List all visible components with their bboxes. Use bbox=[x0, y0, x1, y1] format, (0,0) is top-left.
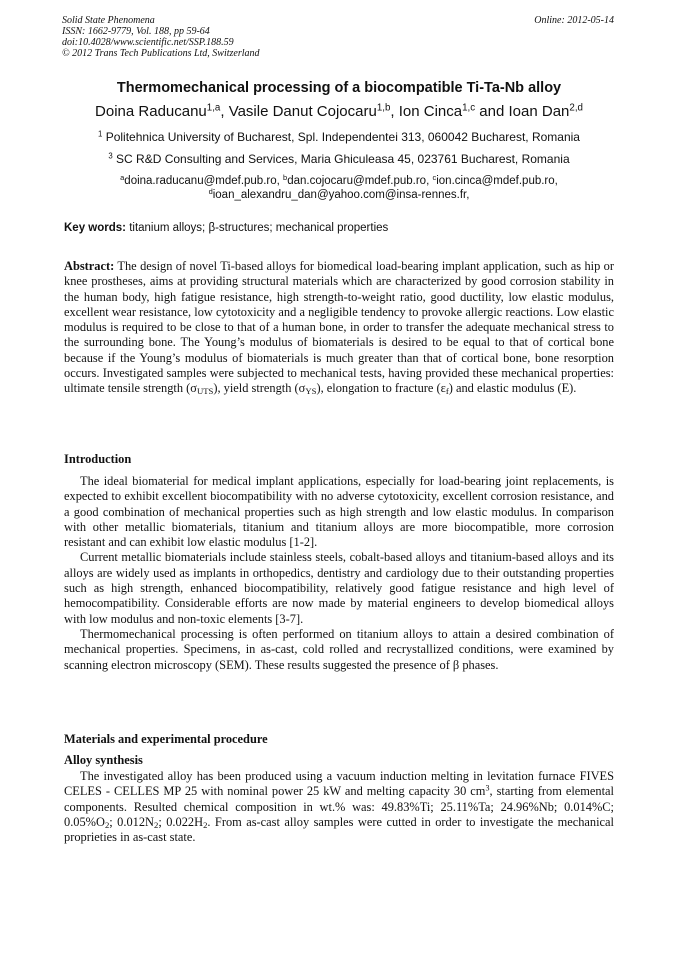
paper-title: Thermomechanical processing of a biocompatible Ti-Ta-Nb alloy bbox=[116, 80, 562, 96]
affiliation-2 bbox=[0, 152, 678, 166]
paragraph: The ideal biomaterial for medical implant applications, especially for load-bearing joint replacements, is expected to exhibit excellent biocompatibility with no adverse cytotoxicity, excellent corrosion resistance, and a good combination of mechanical properties such as high strength and low elastic modulus. In comparison with other metallic biomaterials, titanium and titanium alloys are more biocompatible, more corrosion resistant and can exhibit low elastic modulus [1-2]. bbox=[64, 474, 614, 550]
subscript: YS bbox=[305, 386, 317, 397]
author-affil-mark: 1,a bbox=[206, 102, 221, 114]
materials-body bbox=[64, 769, 614, 845]
affiliation-1 bbox=[0, 130, 678, 144]
alloy-synthesis-heading: Alloy synthesis bbox=[64, 753, 143, 767]
abstract-text: ), elongation to fracture (ε bbox=[316, 381, 446, 396]
subscript: f bbox=[445, 386, 449, 397]
author-separator: and bbox=[475, 103, 509, 120]
body-text: . From as-cast alloy samples were cutted in order to investigate the mechanical proprieties in as-cast state. bbox=[64, 814, 614, 845]
affiliation-number: 3 bbox=[108, 151, 113, 161]
email-c[interactable]: ion.cinca@mdef.pub.ro, bbox=[436, 175, 558, 187]
author-emails bbox=[0, 174, 678, 202]
subscript: 2 bbox=[154, 820, 159, 831]
online-date: Online: 2012-05-14 bbox=[534, 15, 614, 26]
journal-name: Solid State Phenomena bbox=[62, 15, 155, 26]
email-d[interactable]: ioan_alexandru_dan@yahoo.com@insa-rennes.fr, bbox=[212, 189, 470, 201]
abstract-label: Abstract: bbox=[64, 259, 115, 273]
author-separator: , bbox=[220, 103, 229, 120]
email-mark: d bbox=[208, 186, 213, 196]
affiliation-text: Politehnica University of Bucharest, Spl. Independentei 313, 060042 Bucharest, Romania bbox=[105, 130, 580, 144]
author-separator: , bbox=[390, 103, 399, 120]
introduction-heading: Introduction bbox=[64, 452, 132, 466]
body-text: ; 0.022H bbox=[158, 814, 204, 829]
email-mark: a bbox=[120, 172, 125, 182]
email-b[interactable]: dan.cojocaru@mdef.pub.ro, bbox=[287, 175, 433, 187]
author-name: Doina Raducanu bbox=[95, 103, 207, 120]
body-text: ; 0.012N bbox=[109, 814, 155, 829]
journal-metadata bbox=[62, 15, 260, 59]
materials-heading: Materials and experimental procedure bbox=[64, 732, 268, 746]
paragraph: Current metallic biomaterials include stainless steels, cobalt-based alloys and titanium-based alloys and its alloys are widely used as implants in orthopedics, dentistry and cardiology due to their outstanding properties such as high strength, enhanced biocompatibility, relatively good fatigue resistance and high level of hemocompatibility. Considerable efforts are now made by material engineers to develop biomedical alloys with low modulus and non-toxic elements [3-7]. bbox=[64, 550, 614, 626]
body-text: , starting from elemental components. Resulted chemical composition in wt.% was: 49.83%Ti; 25.11%Ta; 24.96%Nb; 0.014%C; 0.05%O bbox=[64, 784, 614, 829]
abstract-text: ) and elastic modulus (E). bbox=[448, 381, 577, 396]
introduction-body bbox=[64, 474, 614, 673]
author-affil-mark: 1,c bbox=[462, 102, 476, 114]
email-a[interactable]: doina.raducanu@mdef.pub.ro, bbox=[124, 175, 284, 187]
author-name: Ion Cinca bbox=[398, 103, 463, 120]
subscript: 2 bbox=[203, 820, 208, 831]
issn-line: ISSN: 1662-9779, Vol. 188, pp 59-64 bbox=[62, 26, 210, 37]
email-mark: c bbox=[432, 172, 437, 182]
author-affil-mark: 1,b bbox=[376, 102, 391, 114]
keywords-label: Key words: bbox=[64, 222, 126, 234]
subscript: UTS bbox=[196, 386, 214, 397]
abstract-text: The design of novel Ti-based alloys for biomedical load-bearing implant application, such as hip or knee prostheses, aims at providing structural materials which are characterized by good corrosion stability in the human body, high fatigue resistance, high strength-to-weight ratio, good ductility, low elastic modulus, excellent wear resistance, low cytotoxicity and a negligible tendency to provoke allergic reactions. Low elastic modulus is required to be close to that of a human bone, in order to transfer the adequate mechanical stress to the surrounding bone. The Young’s modulus of biomaterials is desired to be equal to that of cortical bone because if the Young’s modulus of biomaterials is much greater than that of cortical bone, bone resorption occurs. Investigated samples were subjected to mechanical tests, having provided these mechanical properties: ultimate tensile strength (σ bbox=[64, 259, 614, 396]
email-mark: b bbox=[283, 172, 288, 182]
subscript: 2 bbox=[104, 820, 110, 831]
author-name: Vasile Danut Cojocaru bbox=[228, 103, 377, 120]
author-list bbox=[0, 103, 678, 120]
author-affil-mark: 2,d bbox=[569, 102, 583, 114]
affiliation-number: 1 bbox=[98, 129, 103, 139]
keywords-text: titanium alloys; β-structures; mechanical properties bbox=[126, 222, 389, 234]
body-text: The investigated alloy has been produced using a vacuum induction melting in levitation furnace FIVES CELES - CELLES MP 25 with nominal power 25 kW and melting capacity 30 cm bbox=[64, 769, 614, 799]
paragraph: Thermomechanical processing is often performed on titanium alloys to attain a desired combination of mechanical properties. Specimens, in as-cast, cold rolled and recrystallized conditions, were examined by scanning electron microscopy (SEM). These results suggested the presence of β phases. bbox=[64, 626, 614, 672]
author-name: Ioan Dan bbox=[508, 103, 570, 120]
abstract-text: ), yield strength (σ bbox=[213, 381, 306, 396]
superscript: 3 bbox=[485, 783, 490, 793]
copyright-line: © 2012 Trans Tech Publications Ltd, Switzerland bbox=[62, 48, 260, 59]
abstract bbox=[64, 259, 614, 397]
affiliation-text: SC R&D Consulting and Services, Maria Ghiculeasa 45, 023761 Bucharest, Romania bbox=[116, 152, 570, 166]
doi-line: doi:10.4028/www.scientific.net/SSP.188.59 bbox=[62, 37, 234, 48]
keywords-line bbox=[64, 222, 388, 234]
